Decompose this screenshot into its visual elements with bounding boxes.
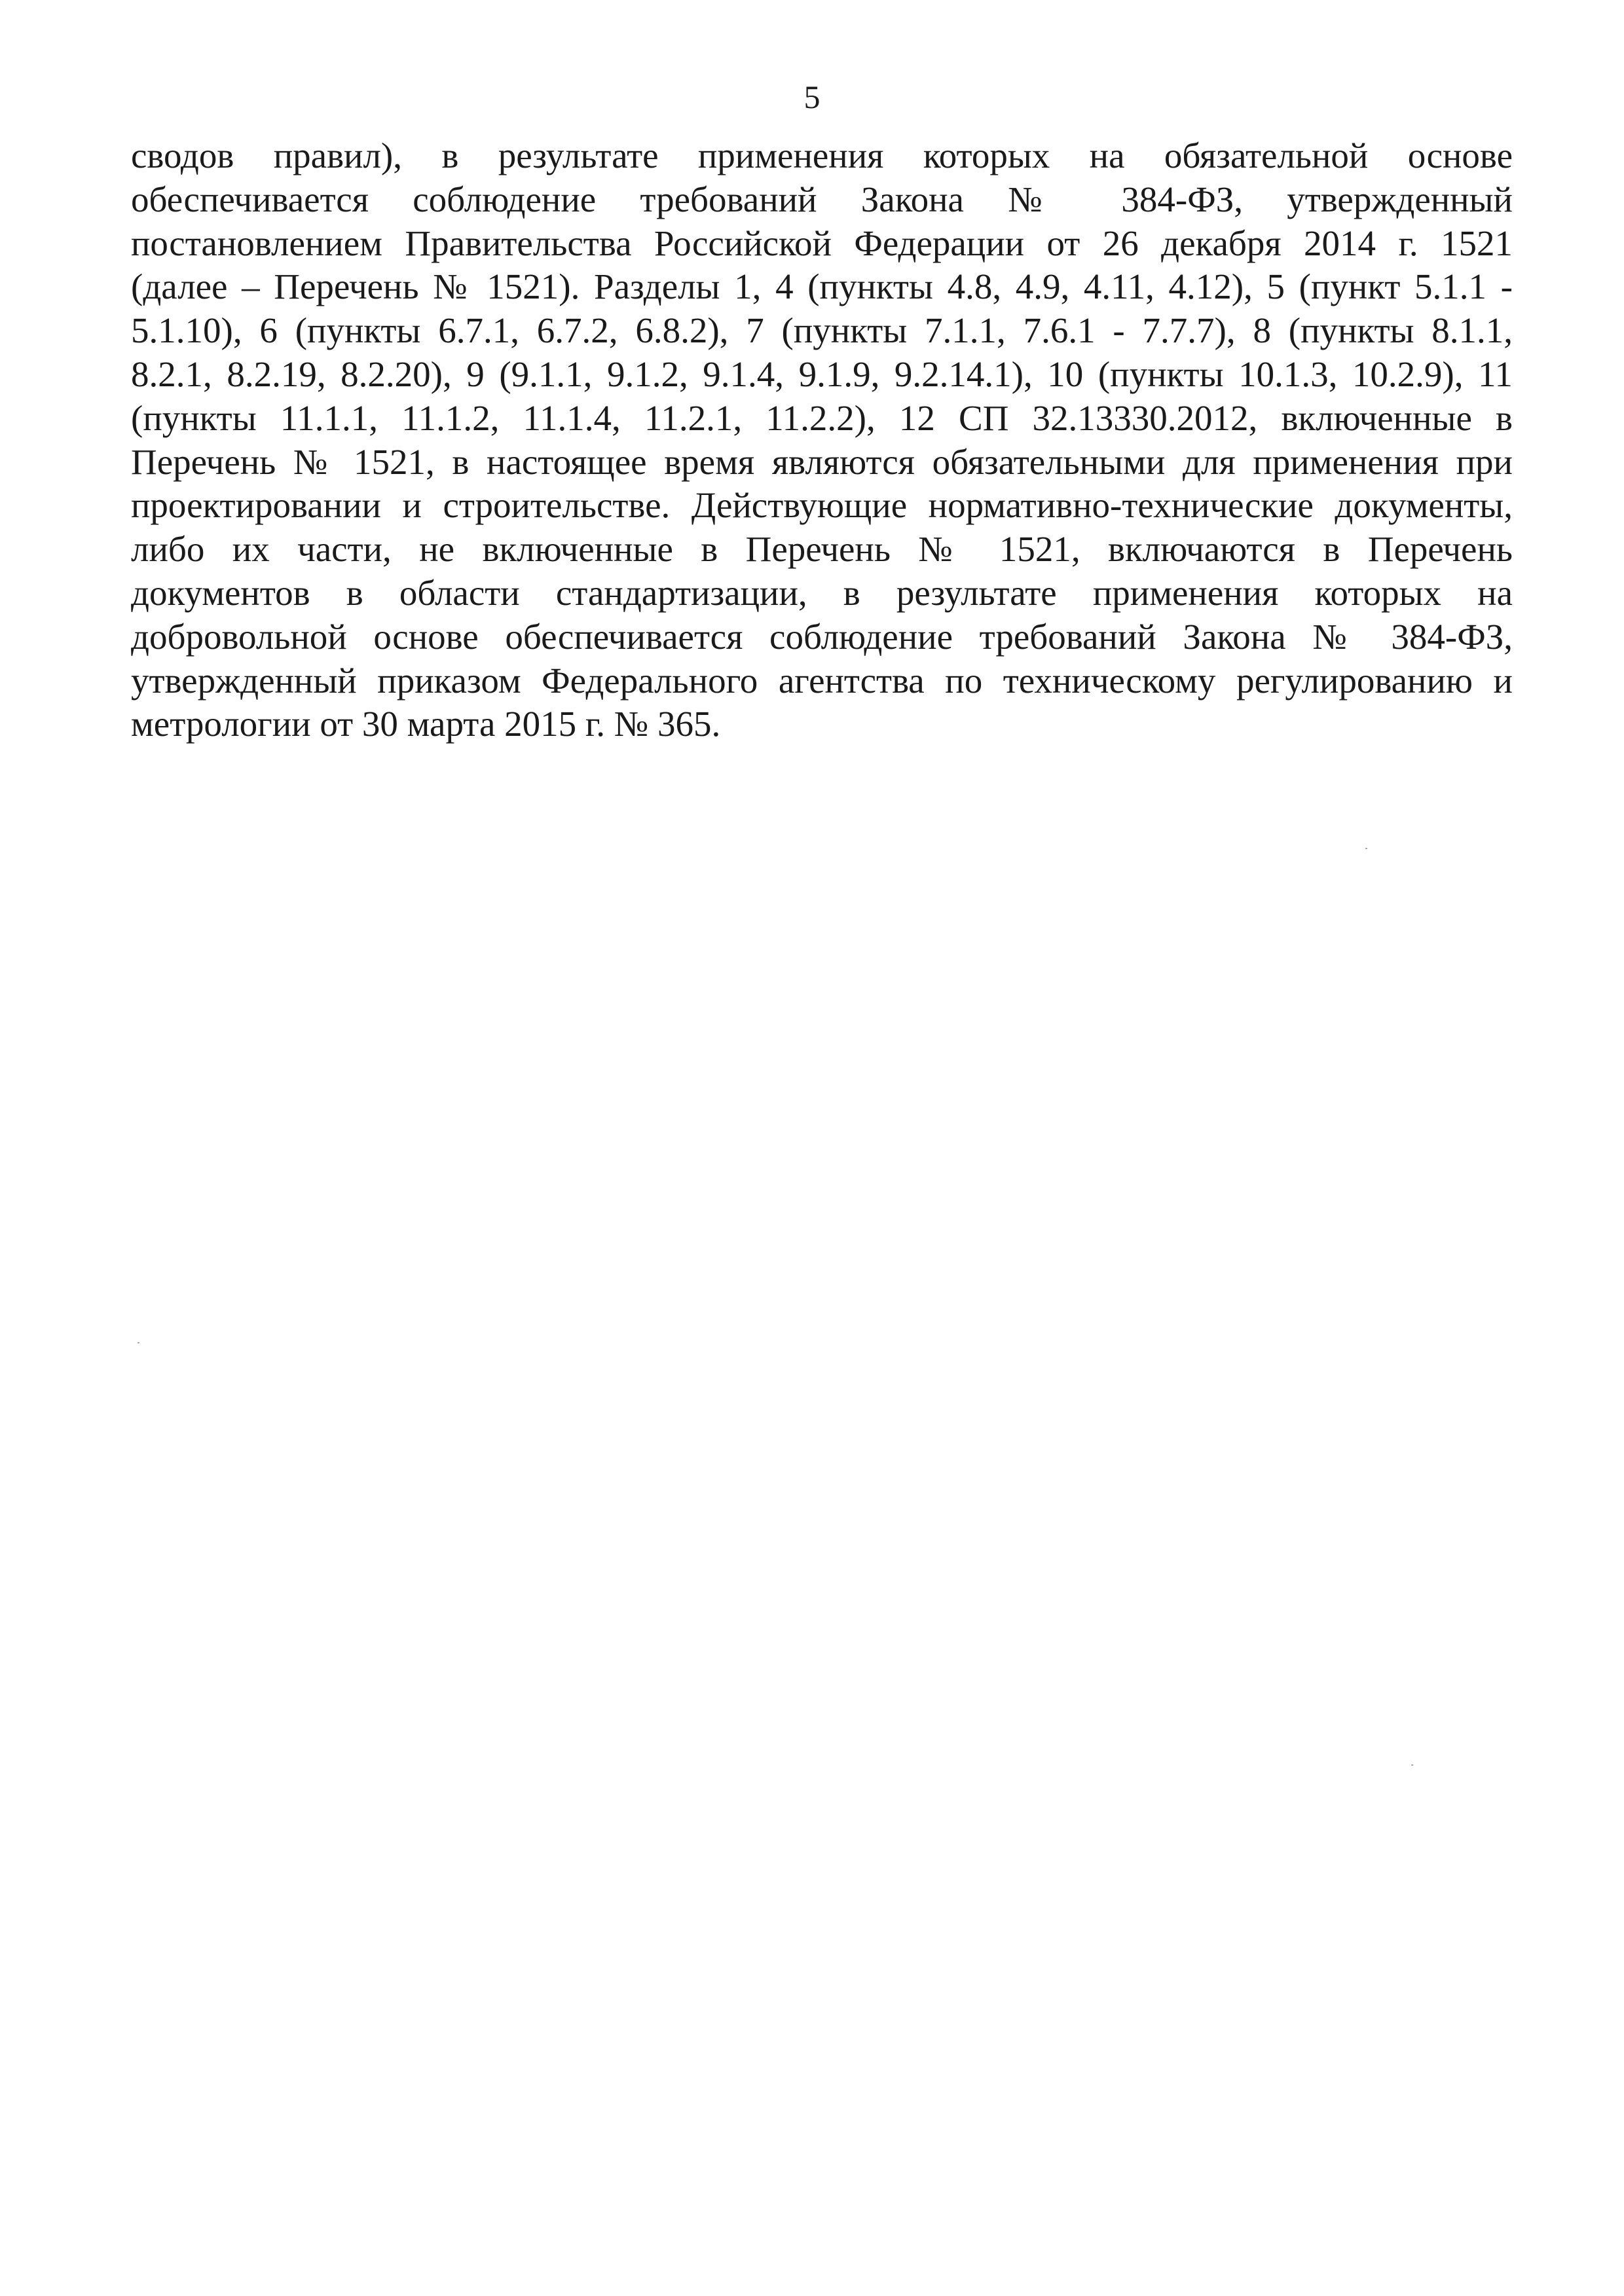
- text-line: Перечень № 1521, в настоящее время являются обязательными для применения при: [131, 441, 1513, 482]
- scan-speck: [1411, 1764, 1413, 1766]
- text-line: 5.1.10), 6 (пункты 6.7.1, 6.7.2, 6.8.2), 7 (пункты 7.1.1, 7.6.1 - 7.7.7), 8 (пункты 8.1.1,: [131, 310, 1513, 351]
- scan-speck: [138, 1342, 139, 1343]
- text-line: (пункты 11.1.1, 11.1.2, 11.1.4, 11.2.1, 11.2.2), 12 СП 32.13330.2012, включенные в: [131, 397, 1513, 438]
- page-number: 5: [803, 79, 821, 115]
- body-paragraph: [131, 134, 1513, 746]
- text-line: документов в области стандартизации, в результате применения которых на: [131, 572, 1513, 613]
- text-line: добровольной основе обеспечивается соблюдение требований Закона № 384-ФЗ,: [131, 616, 1513, 657]
- text-line: обеспечивается соблюдение требований Закона № 384-ФЗ, утвержденный: [131, 179, 1513, 219]
- text-line: метрологии от 30 марта 2015 г. № 365.: [131, 704, 721, 744]
- text-line: (далее – Перечень № 1521). Разделы 1, 4 (пункты 4.8, 4.9, 4.11, 4.12), 5 (пункт 5.1.1 -: [131, 266, 1513, 307]
- text-line: проектировании и строительстве. Действующие нормативно-технические документы,: [131, 485, 1513, 526]
- text-line: либо их части, не включенные в Перечень № 1521, включаются в Перечень: [131, 529, 1513, 570]
- text-line: 8.2.1, 8.2.19, 8.2.20), 9 (9.1.1, 9.1.2, 9.1.4, 9.1.9, 9.2.14.1), 10 (пункты 10.1.3, 10.2.9), 11: [131, 354, 1513, 394]
- text-line: сводов правил), в результате применения которых на обязательной основе: [131, 136, 1513, 175]
- text-line: утвержденный приказом Федерального агентства по техническому регулированию и: [131, 660, 1513, 701]
- text-line: постановлением Правительства Российской Федерации от 26 декабря 2014 г. 1521: [131, 223, 1513, 263]
- scan-speck: [1365, 848, 1367, 849]
